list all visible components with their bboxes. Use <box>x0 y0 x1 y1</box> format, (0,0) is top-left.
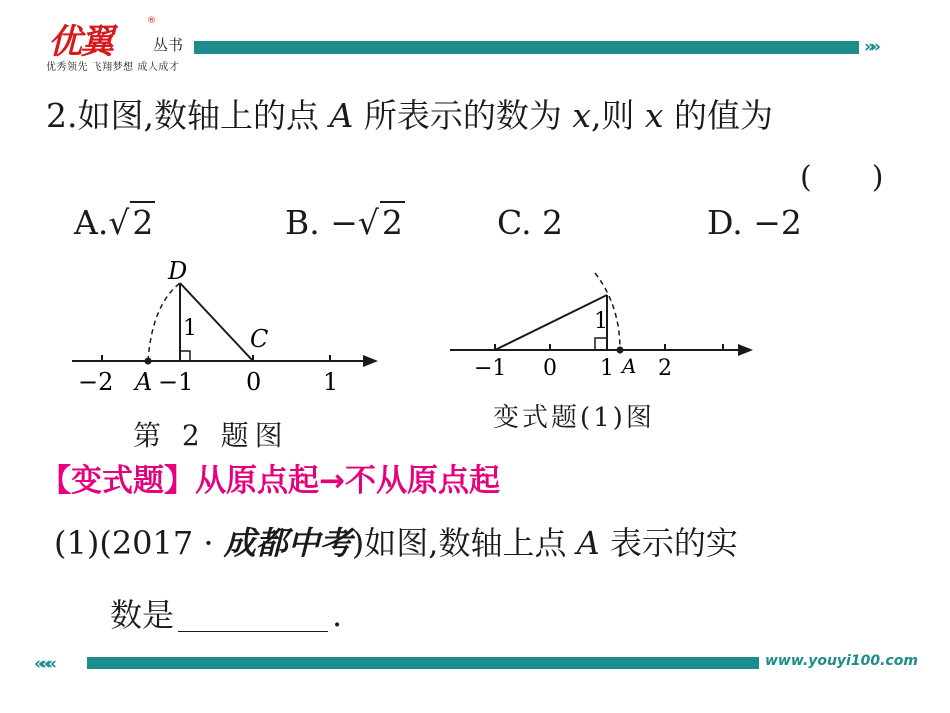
right-angle-mark <box>180 351 190 361</box>
back-arrows-icon: ««« <box>34 654 52 674</box>
forward-arrows-icon: »» <box>864 37 876 57</box>
arc-dashed <box>148 283 180 361</box>
right-angle-mark-2 <box>595 338 607 350</box>
tick-label-1: 1 <box>323 368 339 396</box>
sqrt-icon-b: √2 <box>357 203 403 242</box>
axis-arrow-icon <box>363 355 378 367</box>
tick2-label-1: 1 <box>600 356 614 381</box>
segment-hypotenuse <box>495 295 607 350</box>
footer-url[interactable]: www.youyi100.com <box>765 653 918 669</box>
tick2-label-a: A <box>622 354 637 378</box>
source-exam: 成都中考 <box>223 524 352 562</box>
option-b-label: B. − <box>285 203 358 242</box>
point-a-dot-2 <box>617 347 624 354</box>
sub-question-line2-text: 数是 <box>110 596 175 634</box>
option-d[interactable]: D. −2 <box>707 203 802 242</box>
brand-slogan: 优秀领先 飞翔梦想 成人成才 <box>46 62 180 73</box>
question-text <box>46 90 773 137</box>
sub-question-number: (1) <box>54 524 100 562</box>
header-bar <box>194 41 859 54</box>
option-a[interactable] <box>74 203 155 242</box>
option-a-radicand: 2 <box>132 203 154 242</box>
tick-label-neg2: −2 <box>78 368 114 396</box>
variant-heading: 【变式题】从原点起→不从原点起 <box>40 463 500 499</box>
tick-label-neg1: −1 <box>158 368 194 396</box>
variable-x: x <box>572 96 591 135</box>
sub-question-text2: 表示的实 <box>599 524 738 562</box>
sub-question-line2 <box>110 590 342 636</box>
sub-question-text1: 如图,数轴上点 <box>364 524 577 562</box>
source-open: (2017 · <box>99 524 224 562</box>
figure-2-number-line <box>440 265 770 390</box>
tick-label-0: 0 <box>246 368 262 396</box>
figure-1-caption: 第 2 题图 <box>133 419 289 452</box>
footer-bar <box>87 657 759 669</box>
brand-logo: 优翼 <box>48 22 112 62</box>
answer-blank[interactable] <box>178 601 328 632</box>
tick2-label-2: 2 <box>658 356 672 381</box>
figure-1-number-line <box>60 255 390 400</box>
tick-label-a: A <box>135 368 153 396</box>
answer-paren: ( ) <box>800 160 884 195</box>
option-b[interactable] <box>285 203 405 242</box>
question-text-part2: 所表示的数为 <box>353 96 573 135</box>
point-a-label: A <box>329 96 354 135</box>
figure-2-caption: 变式题(1)图 <box>493 403 655 433</box>
question-text-part1: 如图,数轴上的点 <box>77 96 330 135</box>
sub-point-a: A <box>576 524 600 562</box>
variable-x-2: x <box>644 96 664 135</box>
option-c[interactable]: C. 2 <box>497 203 564 242</box>
sub-question-text <box>54 518 738 564</box>
option-a-label: A. <box>74 203 109 242</box>
axis-arrow-icon-2 <box>738 344 753 356</box>
question-text-part3: ,则 <box>590 96 645 135</box>
label-height-1: 1 <box>183 316 197 341</box>
source-close: ) <box>351 524 365 562</box>
label-height-1-2: 1 <box>594 309 608 334</box>
label-d: D <box>168 257 188 285</box>
sqrt-icon: √2 <box>108 203 154 242</box>
registered-mark: ® <box>147 16 156 26</box>
point-a-dot <box>145 358 152 365</box>
series-label: 丛书 <box>153 36 184 54</box>
sub-question-line2-end: . <box>332 596 343 634</box>
question-text-part4: 的值为 <box>663 96 774 135</box>
tick2-label-neg1: −1 <box>474 356 507 381</box>
option-b-radicand: 2 <box>381 203 403 242</box>
label-c: C <box>250 325 269 353</box>
question-number: 2. <box>46 96 78 135</box>
tick2-label-0: 0 <box>543 356 557 381</box>
